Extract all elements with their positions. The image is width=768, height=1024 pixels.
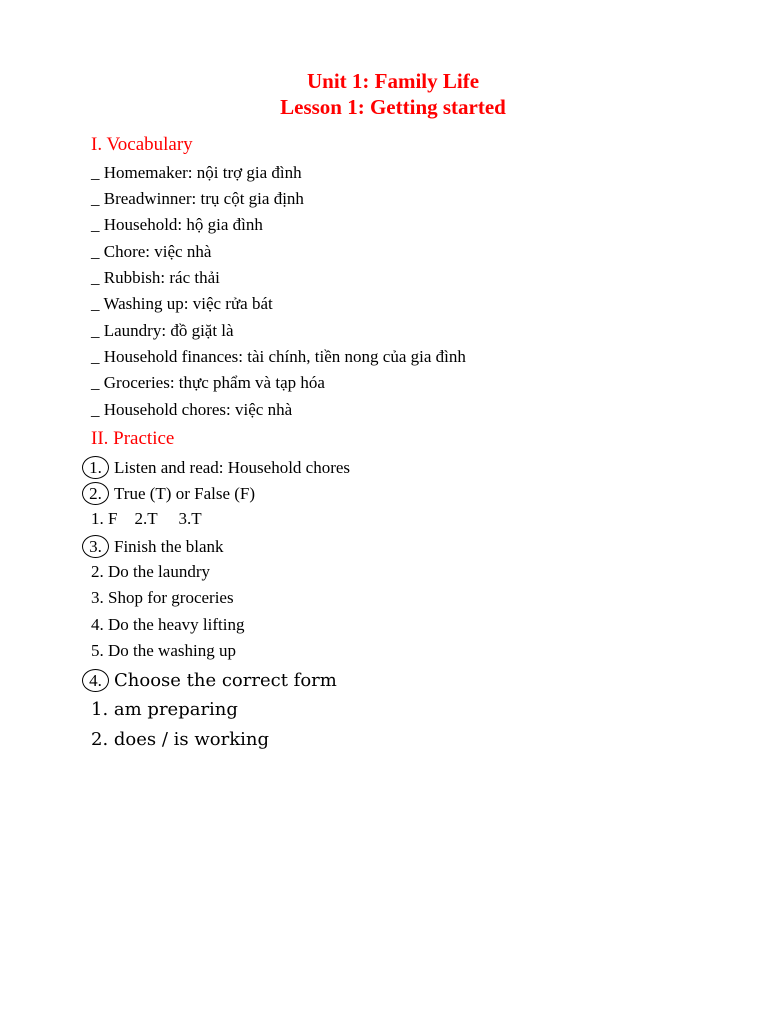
task-2-answers: 1. F 2.T 3.T	[91, 509, 202, 528]
vocab-item: _ Groceries: thực phẩm và tạp hóa	[91, 373, 325, 392]
circled-number: 3.	[82, 535, 109, 558]
vocab-item: _ Laundry: đồ giặt là	[91, 321, 234, 340]
practice-task-2	[82, 482, 255, 505]
task-text: Listen and read: Household chores	[114, 458, 351, 477]
practice-task-3	[82, 535, 224, 558]
unit-title: Unit 1: Family Life	[306, 69, 480, 93]
vocabulary-heading: I. Vocabulary	[91, 134, 193, 155]
lesson-title: Lesson 1: Getting started	[280, 95, 506, 119]
circled-number: 4.	[82, 669, 109, 692]
vocab-item: _ Rubbish: rác thải	[91, 268, 220, 287]
task-3-answer: 2. Do the laundry	[91, 562, 210, 581]
vocab-item: _ Breadwinner: trụ cột gia định	[91, 189, 304, 208]
task-4-answer: 2. does / is working	[91, 729, 269, 750]
task-text: Finish the blank	[114, 537, 224, 556]
task-3-answer: 4. Do the heavy lifting	[91, 615, 245, 634]
vocab-item: _ Household finances: tài chính, tiền nong của gia đình	[91, 347, 466, 366]
task-4-answer: 1. am preparing	[91, 699, 238, 720]
task-3-answer: 5. Do the washing up	[91, 641, 236, 660]
task-3-answer: 3. Shop for groceries	[91, 588, 234, 607]
circled-number: 2.	[82, 482, 109, 505]
vocab-item: _ Homemaker: nội trợ gia đình	[91, 163, 302, 182]
circled-number: 1.	[82, 456, 109, 479]
vocab-item: _ Washing up: việc rửa bát	[91, 294, 273, 313]
practice-heading: II. Practice	[91, 428, 175, 449]
vocab-item: _ Household: hộ gia đình	[91, 215, 263, 234]
practice-task-4	[82, 669, 337, 692]
task-text: True (T) or False (F)	[114, 484, 256, 503]
practice-task-1	[82, 456, 350, 479]
vocab-item: _ Household chores: việc nhà	[91, 400, 293, 419]
task-text: Choose the correct form	[114, 670, 337, 691]
vocab-item: _ Chore: việc nhà	[91, 242, 212, 261]
